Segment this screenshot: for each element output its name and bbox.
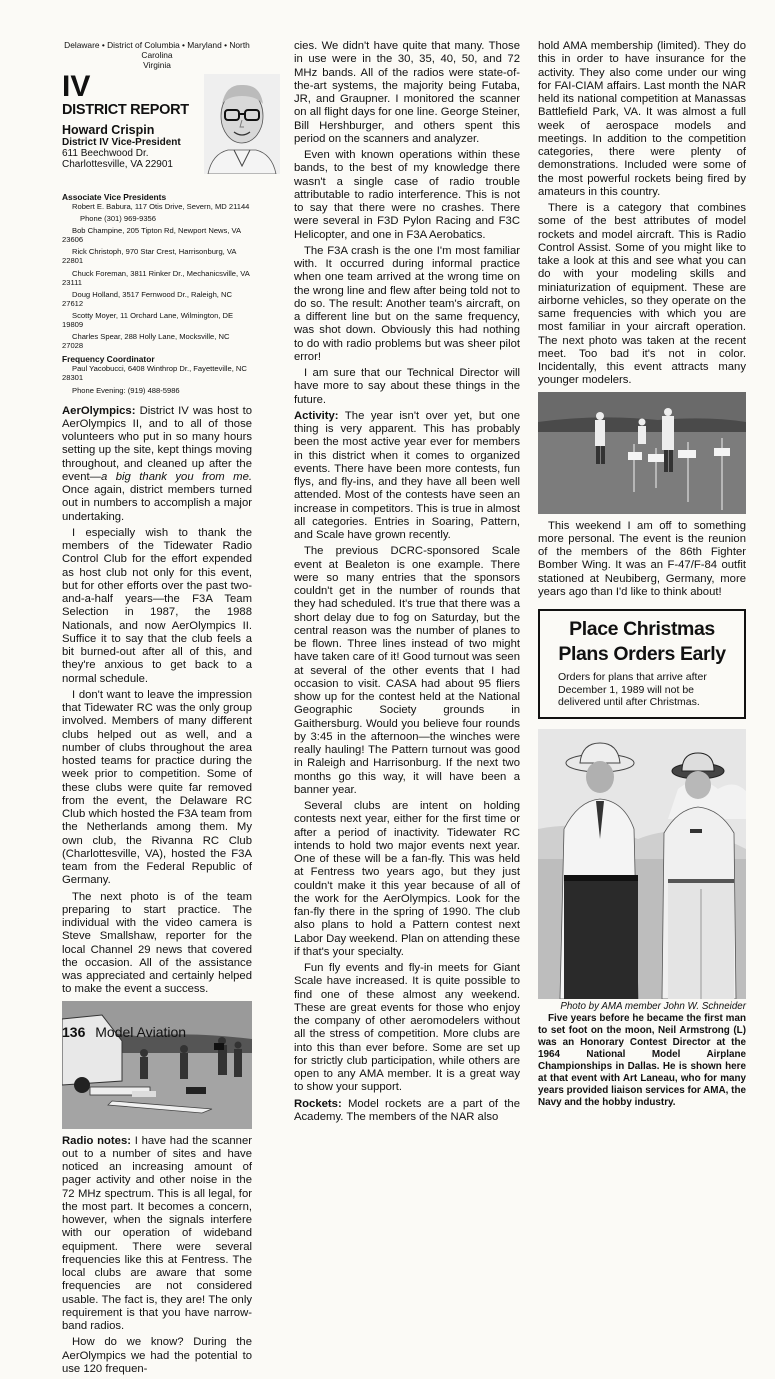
associate-vp-list — [62, 202, 252, 350]
frequency-coordinator-heading: Frequency Coordinator — [62, 354, 155, 365]
column-2 — [294, 40, 520, 1127]
paragraph-aerolympics: AerOlympics: District IV was host to AerOlympics II, and to all of those volunteers who put in so many hours setting up the site, kept things moving throughout, and cleaned up after the event—a big thank you from me. Once again, district members turned out in numbers to accomplish a major undertaking. — [62, 404, 252, 523]
associate-vp-heading: Associate Vice Presidents — [62, 192, 167, 202]
associate-line: Bob Champine, 205 Tipton Rd, Newport News, VA 23606 — [62, 226, 241, 245]
vp-portrait-photo — [204, 74, 280, 174]
paragraph: This weekend I am off to something more personal. The event is the reunion of the members of the 86th Fighter Bomber Wing. It was an F-47/F-84 outfit stationed at Neubiberg, Germany, more years ago than I'd like to think about! — [538, 519, 746, 598]
paragraph: The previous DCRC-sponsored Scale event at Bealeton is one example. There were so many entries that the sponsors couldn't get in the number of rounds that they had scheduled. It's true that there was a short delay due to fog on Saturday, but the central reason was the number of planes to be flown. Three lines instead of two might have taken care of it! Good turnout was seen at several of the other events that I had occasion to visit. CASA had about 95 fliers show up for the contest held at the National Geographic Society grounds in Gaithersburg. Would you believe four rounds by 3:45 in the afternoon—the winches were really hauling! The Pattern turnout was good in Raleigh and Harrisonburg. If the next two months go this way, it will have been a banner year. — [294, 545, 520, 796]
vp-address-line1: 611 Beechwood Dr. — [62, 148, 149, 159]
team-practice-photo — [62, 1001, 252, 1129]
associate-line: Robert E. Babura, 117 Otis Drive, Severn, MD 21144 — [72, 202, 250, 211]
paragraph-radio-notes: Radio notes: I have had the scanner out to a number of sites and have noticed an increasing amount of pager activity and other noise in the 72 MHz spectrum. This is all legal, for the most part. It becomes a concern, however, when the signals interfere with our operation of wideband equipment. There were several frequencies like this at Fentress. The local clubs are aware that some frequencies are not considered usable. The fact is, they are! The only requirement is that you have narrow-band radios. — [62, 1134, 252, 1333]
vp-role: District IV Vice-President — [62, 137, 181, 148]
paragraph-rockets: Rockets: Model rockets are a part of the Academy. The members of the NAR also — [294, 1097, 520, 1123]
armstrong-laneau-photo — [538, 729, 746, 999]
paragraph: The F3A crash is the one I'm most familiar with. It occurred during informal practice when one team arrived at the wrong time on the wrong line and flew after being told not to do so. The result: Another team's aircraft, on a different line but on the same frequency, was shot down. Obviously this had nothing to do with radio problems but was sheer pilot error! — [294, 244, 520, 363]
district-report-header — [62, 72, 252, 190]
paragraph: I especially wish to thank the members of the Tidewater Radio Control Club for the effort expended as host club not only for this event, but for other efforts over the past two-and-a-half years—the F3A Team Selection in 1987, the 1988 Nationals, and now AerOlympics II. Suffice it to say that the club feels a bit burned-out after all of this, and they're anxious to get back to a normal schedule. — [62, 526, 252, 685]
vp-name: Howard Crispin — [62, 123, 155, 137]
associate-line: Scotty Moyer, 11 Orchard Lane, Wilmington, DE 19809 — [62, 310, 234, 330]
paragraph: How do we know? During the AerOlympics we had the potential to use 120 frequen- — [62, 1336, 252, 1375]
paragraph: Even with known operations within these bands, to the best of my knowledge there wasn't a single case of radio trouble attributable to radio interference. This is not to say that there were no crashes. There were several in F3D Pylon Racing and F3C Helicopter, and one in F3A Aerobatics. — [294, 149, 520, 241]
column-1 — [62, 40, 252, 1379]
paragraph: The next photo is of the team preparing to start practice. The individual with the video camera is Steve Smallshaw, reporter for the local Channel 29 news that covered the occasion. All of the assistance was appreciated and certainly helped to make the event a success. — [62, 890, 252, 996]
photo-caption: Five years before he became the first man to set foot on the moon, Neil Armstrong (L) was an Honorary Contest Director at the 1964 National Model Airplane Championships in Dallas. He is shown here at that event with Art Laneau, who for many years provided liaison services for AMA, the Navy and the hobby industry. — [538, 1012, 746, 1108]
frequency-coordinator-info — [62, 364, 252, 394]
page-number: 136 — [62, 1024, 86, 1040]
magazine-name: Model Aviation — [95, 1024, 187, 1040]
paragraph-activity: Activity: The year isn't over yet, but one thing is very apparent. This has probably been the most active year ever for members in this district when it comes to organized events. There have been more contests, fun flys, and fly-ins, and they have all been well attended. Most of the contests have seen an increase in competitors. This is true in almost all categories. Entries in Soaring, Pattern, and Scale have grown recently. — [294, 409, 520, 541]
notice-body: Orders for plans that arrive after December 1, 1989 will not be delivered until after Christmas. — [558, 671, 707, 708]
district-report-title: DISTRICT REPORT — [62, 102, 189, 118]
district-number: IV — [62, 70, 91, 103]
associate-line: Charles Spear, 288 Holly Lane, Mocksville, NC 27028 — [62, 332, 230, 351]
photo-credit: Photo by AMA member John W. Schneider — [560, 1000, 746, 1012]
column-3 — [538, 40, 746, 1112]
paragraph: There is a category that combines some of the best attributes of model rockets and model aircraft. This is Radio Control Assist. Some of you might like to take a look at this and see what you can do with your modeling skills and miniaturization of equipment. These are airborne vehicles, so they operate on the same frequencies with which you are most familiar in your aircraft operation. The next photo was taken at the recent meet. Too bad it's not in color. Incidentally, this event attracts many younger modelers. — [538, 202, 746, 387]
frequency-line: Phone Evening: (919) 488-5986 — [72, 385, 180, 395]
notice-title-line2: Plans Orders Early — [558, 643, 726, 665]
associate-line: Rick Christoph, 970 Star Crest, Harrisonburg, VA 22801 — [62, 247, 237, 266]
paragraph: hold AMA membership (limited). They do this in order to have insurance for the activity. They also come under our wing for FAI-CIAM affairs. Last month the NAR held its national competition at Manassas Battlefield Park, VA. It was almost a full week of aerospace models and meetings. In addition to the competition categories, there were plenty of demonstrations. Included were some of the most powerful rockets being fired by amateurs in this country. — [538, 40, 746, 198]
frequency-line: Paul Yacobucci, 6408 Winthrop Dr., Fayetteville, NC 28301 — [62, 364, 247, 383]
notice-title-line1: Place Christmas — [569, 618, 715, 640]
associate-line: Doug Holland, 3517 Fernwood Dr., Raleigh, NC 27612 — [62, 289, 232, 308]
paragraph: cies. We didn't have quite that many. Those in use were in the 30, 35, 40, 50, and 72 MHz bands. All of the radios were state-of-the-art systems, the majority being Futaba, JR, and Graupner. I monitored the scanner on all flight days for one line. George Steiner, Bill Hershburger, and others spent this period on the scanners and analyzer. — [294, 40, 520, 145]
paragraph: I don't want to leave the impression that Tidewater RC was the only group involved. Members of many different clubs helped out as well, and a number of clubs throughout the area hosted teams for practice during the week prior to competition. Some of these clubs were quite far removed from the event, the Delaware RC Club which hosted the F3A team from the Netherlands among them. My own club, the Rivanna RC Club (Charlottesville, VA), hosted the F3A team from the Federal Republic of Germany. — [62, 688, 252, 887]
christmas-plans-notice — [538, 609, 746, 719]
associate-line: Chuck Foreman, 3811 Rinker Dr., Mechanicsville, VA 23111 — [62, 268, 250, 287]
paragraph: I am sure that our Technical Director will have more to say about these things in the future. — [294, 367, 520, 406]
paragraph: Fun fly events and fly-in meets for Giant Scale have increased. It is quite possible to find one of these almost any weekend. These are great events for those who enjoy the company of other aeromodelers without all the stress of competition. More clubs are into this than ever before. Some are set up for strictly club participation, while others are open to any AMA member. It is a great way to show your support. — [294, 962, 520, 1094]
rc-assist-meet-photo — [538, 392, 746, 514]
paragraph: Several clubs are intent on holding contests next year, either for the first time or after a period of inactivity. Tidewater RC intends to hold two major events next year. One of these will be a fan-fly. This was held at Fentress two years ago, but they just couldn't make it this year because of all of the work for the AerOlympics. Look for the fan-fly there in the spring of 1990. The club also plans to hold a Pattern contest next Labor Day weekend. Plan on attending these if that's your specialty. — [294, 800, 520, 958]
page-footer — [62, 1024, 186, 1040]
vp-address-line2: Charlottesville, VA 22901 — [62, 159, 173, 170]
district-states: Delaware • District of Columbia • Maryland • North Carolina Virginia — [64, 40, 250, 70]
associate-line: Phone (301) 969-9356 — [80, 214, 156, 224]
